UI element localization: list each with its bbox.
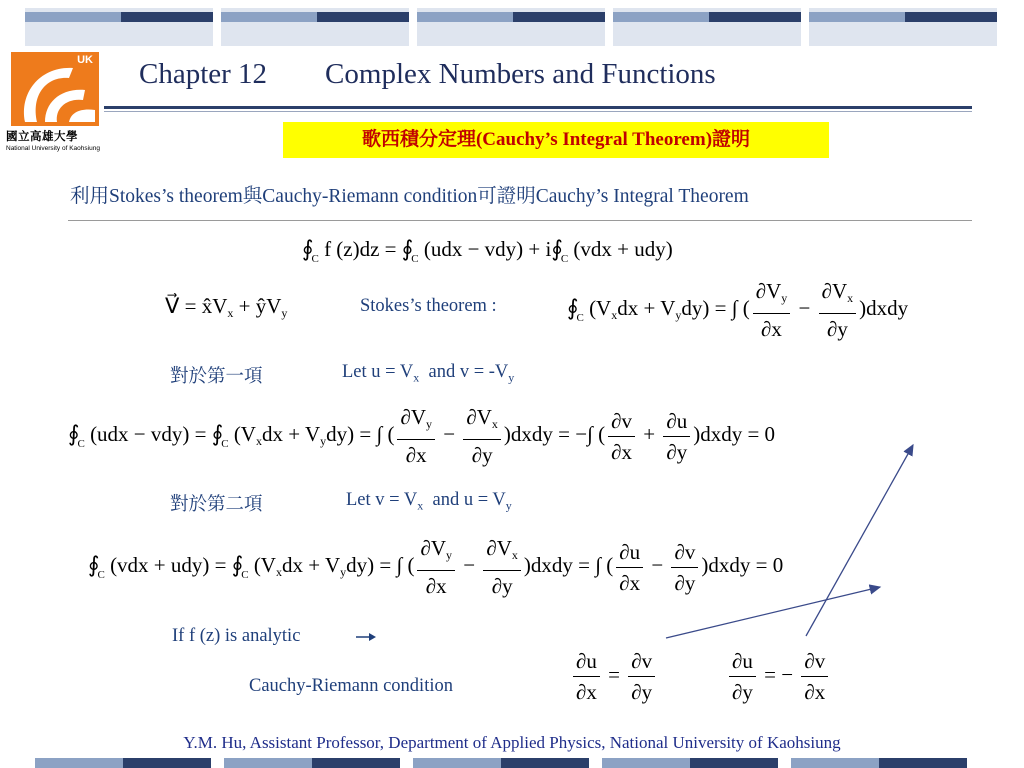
- logo-name-cn: 國立高雄大學: [6, 129, 78, 143]
- cauchy-riemann-label: Cauchy-Riemann condition: [249, 676, 453, 696]
- equation-contour-fz: $∮_C$ f $(z)dz = ∮_C$ $(udx - vdy) + i∮_C$ (vdx + udy): [302, 236, 673, 265]
- stokes-label: Stokes’s theorem :: [360, 296, 497, 316]
- first-term-substitution: Let $u = V_x$ and $v = -V_y$: [342, 362, 515, 385]
- equation-first-term: $∮_C$ $(udx - vdy) = ∮_C$ $(V_xdx + V_ydy)$ = ∫ ( $\frac{\partial V_y}{\partial x}$ − $\frac{\partial V_x}{\partial y}$ )dxdy = −∫ ( $\frac{\partial v}{\partial x}$ + $\frac{\partial u}{\partial y}$ )dxdy = 0: [68, 402, 775, 470]
- intro-text: 利用Stokes’s theorem與Cauchy-Riemann condition可證明Cauchy’s Integral Theorem: [70, 186, 749, 207]
- analytic-label: If f (z) is analytic: [172, 626, 301, 646]
- cr-equation-1: $\frac{\partial u}{\partial x}$ = $\frac{\partial v}{\partial y}$: [570, 646, 658, 707]
- second-term-label: 對於第二項: [170, 495, 263, 515]
- cr-equation-2: $\frac{\partial u}{\partial y}$ = − $\frac{\partial v}{\partial x}$: [726, 646, 831, 707]
- equation-second-term: $∮_C$ $(vdx + udy) = ∮_C$ $(V_xdx + V_ydy)$ = ∫ ( $\frac{\partial V_y}{\partial x}$ − $\frac{\partial V_x}{\partial y}$ )dxdy = ∫ ( $\frac{\partial u}{\partial x}$ − $\frac{\partial v}{\partial y}$ )dxdy = 0: [88, 533, 783, 601]
- logo-badge: UK: [77, 54, 93, 66]
- equation-vector-v: V⃗ = $x̂V_x$ + $ŷV_y$: [165, 294, 288, 320]
- slide-title: Chapter 12 Complex Numbers and Functions: [139, 58, 716, 90]
- theorem-heading: 歌西積分定理(Cauchy’s Integral Theorem)證明: [283, 122, 829, 158]
- logo-name-en: National University of Kaohsiung: [6, 145, 100, 152]
- second-term-substitution: Let $v = V_x$ and $u = V_y$: [346, 490, 512, 513]
- equation-stokes: $∮_C$ $(V_xdx + V_ydy)$ = ∫ ( $\frac{\partial V_y}{\partial x}$ − $\frac{\partial V_x}{\partial y}$ )dxdy: [567, 276, 908, 344]
- footer-credit: Y.M. Hu, Assistant Professor, Department of Applied Physics, National University of Kaohsiung: [183, 733, 841, 752]
- first-term-label: 對於第一項: [170, 367, 263, 387]
